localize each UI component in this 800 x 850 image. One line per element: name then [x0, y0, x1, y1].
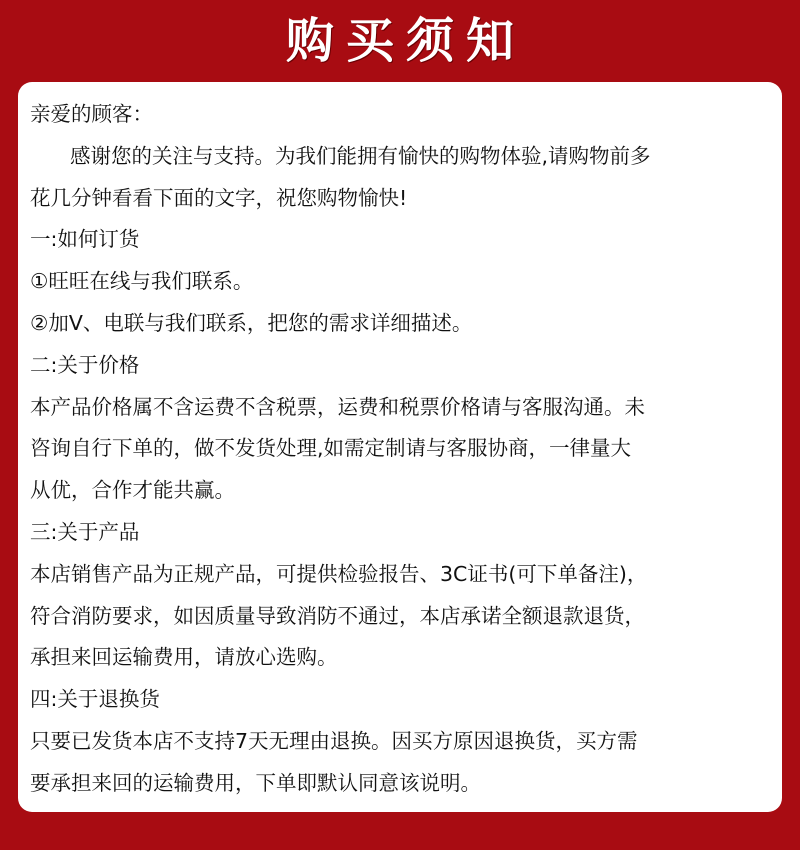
price-text: 从优，合作才能共赢。 [30, 478, 235, 503]
price-text: 咨询自行下单的，做不发货处理,如需定制请与客服协商，一律量大 [30, 436, 632, 461]
returns-text: 要承担来回的运输费用，下单即默认同意该说明。 [30, 770, 481, 795]
header-banner [0, 0, 800, 82]
notice-panel [18, 82, 782, 812]
section-heading-ordering: 一:如何订货 [30, 227, 140, 252]
ordering-item: ①旺旺在线与我们联系。 [30, 269, 254, 294]
section-heading-price: 二:关于价格 [30, 352, 140, 377]
page-title: 购买须知 [285, 13, 526, 69]
greeting: 亲爱的顾客： [30, 102, 153, 126]
product-text: 符合消防要求，如因质量导致消防不通过，本店承诺全额退款退货， [30, 603, 645, 628]
section-heading-returns: 四:关于退换货 [30, 687, 160, 712]
returns-text: 只要已发货本店不支持7天无理由退换。因买方原因退换货，买方需 [30, 728, 638, 753]
intro-line: 花几分钟看看下面的文字，祝您购物愉快! [30, 185, 408, 210]
product-text: 承担来回运输费用，请放心选购。 [30, 645, 338, 670]
price-text: 本产品价格属不含运费不含税票，运费和税票价格请与客服沟通。未 [30, 394, 645, 419]
intro-line: 感谢您的关注与支持。为我们能拥有愉快的购物体验,请购物前多 [70, 143, 651, 168]
section-heading-product: 三:关于产品 [30, 519, 140, 544]
product-text: 本店销售产品为正规产品，可提供检验报告、3C证书(可下单备注)， [30, 561, 648, 586]
ordering-item: ②加V、电联与我们联系，把您的需求详细描述。 [30, 310, 473, 335]
